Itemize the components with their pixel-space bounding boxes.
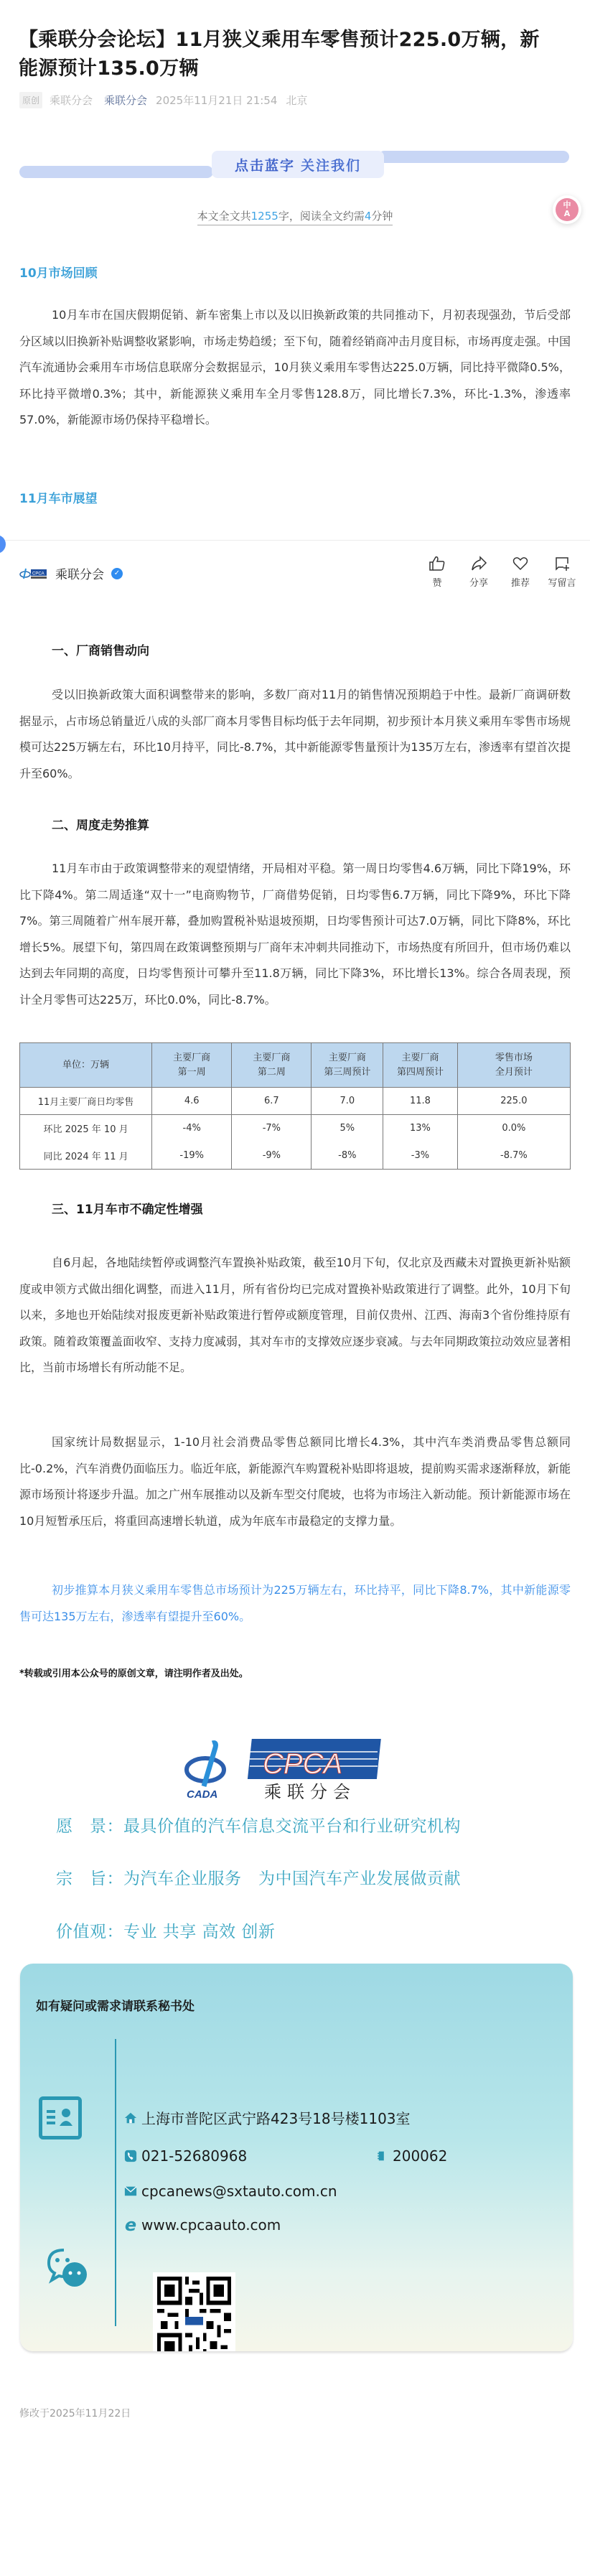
article-title: 【乘联分会论坛】11月狭义乘用车零售预计225.0万辆，新能源预计135.0万辆 [19, 29, 540, 80]
table-cell: 4.6 [152, 1088, 232, 1115]
read-prefix: 本文全文共 [197, 210, 251, 223]
contact-heading: 如有疑问或需求请联系秘书处 [36, 1999, 195, 2014]
table-header-cell: 主要厂商 第一周 [152, 1043, 232, 1088]
table-header-cell: 主要厂商 第三周预计 [312, 1043, 383, 1088]
contact-phone[interactable] [124, 2147, 247, 2165]
author-source: 乘联分会 [50, 93, 93, 107]
account-name[interactable]: 乘联分会 [55, 568, 104, 582]
cpca-logo-icon [184, 1737, 392, 1802]
qr-code [153, 2272, 235, 2351]
phone-icon [124, 2149, 137, 2163]
conclusion-paragraph: 初步推算本月狭义乘用车零售总市场预计为225万辆左右，环比持平，同比下降8.7%，其中新能源零售可达135万左右，渗透率有望提升至60%。 [19, 1583, 571, 1623]
mail-icon [124, 2184, 137, 2198]
table-header-cell: 零售市场 全月预计 [457, 1043, 570, 1088]
table-cell: -3% [383, 1142, 458, 1170]
section-heading-1: 一、厂商销售动向 [52, 644, 149, 658]
publish-location: 北京 [286, 93, 308, 107]
modified-date: 修改于2025年11月22日 [19, 2408, 131, 2419]
website-text: www.cpcaauto.com [141, 2216, 281, 2234]
contact-email[interactable] [124, 2183, 337, 2200]
table-cell: -4% [152, 1115, 232, 1142]
table-cell: 0.0% [457, 1115, 570, 1142]
verified-badge-icon: ✓ [111, 568, 123, 579]
section-3-paragraph-2: 国家统计局数据显示，1-10月社会消费品零售总额同比增长4.3%，其中汽车类消费品零售总额同比-0.2%，汽车消费仍面临压力。临近年底，新能源汽车购置税补贴即将退坡，提前购买需求逐渐释放，新能源市场预计将逐步升温。加之广州车展推动以及新车型交付爬坡，也将为市场注入新动能。预计新能源市场在10月短暂承压后，将重回高速增长轨道，成为年底车市最稳定的支撑力量。 [19, 1435, 571, 1528]
section-2-paragraph: 11月车市由于政策调整带来的观望情绪，开局相对平稳。第一周日均零售4.6万辆，同比下降19%，环比下降4%。第二周适逢“双十一”电商购物节，厂商借势促销，日均零售6.7万辆，同比下降9%，环比下降7%。第三周随着广州车展开幕，叠加购置税补贴退坡预期，日均零售预计可达7.0万辆，同比下降8%，环比增长5%。展望下旬，第四周在政策调整预期与厂商年末冲刺共同推动下，市场热度有所回升，但市场仍难以达到去年同期的高度，日均零售预计可攀升至11.8万辆，同比下降3%，环比增长13%。综合各周表现，预计全月零售可达225万，环比0.0%，同比-8.7%。 [19, 862, 571, 1007]
browser-icon: e [124, 2215, 137, 2235]
follow-text-1: 点击蓝字 [234, 157, 295, 174]
heart-icon [512, 555, 529, 572]
section-heading-oct-review: 10月市场回顾 [19, 266, 98, 281]
floating-action-bar [0, 540, 590, 609]
svg-text:CPCA: CPCA [32, 571, 45, 576]
table-cell: -9% [232, 1142, 312, 1170]
purpose-statement: 宗 旨：为汽车企业服务 为中国汽车产业发展做贡献 [56, 1870, 461, 1888]
table-row [20, 1088, 571, 1115]
table-row [20, 1142, 571, 1170]
section-1-paragraph: 受以旧换新政策大面积调整带来的影响，多数厂商对11月的销售情况预期趋于中性。最新厂商调研数据显示，占市场总销量近八成的头部厂商本月零售目标均低于去年同期，初步预计本月狭义乘用车零售市场规模可达225万辆左右，环比10月持平，同比-8.7%，其中新能源零售量预计为135万左右，渗透率有望首次提升至60%。 [19, 688, 571, 780]
table-cell: 11.8 [383, 1088, 458, 1115]
word-count: 1255 [250, 210, 278, 223]
contact-postcode [375, 2147, 447, 2165]
share-button[interactable] [458, 555, 500, 589]
divider-line [115, 2039, 116, 2326]
contact-card-icon [39, 2096, 82, 2139]
svg-text:CADA: CADA [187, 1788, 218, 1801]
email-text: cpcanews@sxtauto.com.cn [141, 2183, 337, 2200]
table-cell: -8.7% [457, 1142, 570, 1170]
table-header-cell: 主要厂商 第二周 [232, 1043, 312, 1088]
original-badge: 原创 [19, 92, 42, 108]
banner-bar-right [378, 151, 569, 163]
table-cell: 225.0 [457, 1088, 570, 1115]
action-group [416, 555, 583, 589]
weekly-sales-table [19, 1042, 571, 1170]
phone-text: 021-52680968 [141, 2147, 248, 2165]
vision-statement: 愿 景：最具价值的汽车信息交流平台和行业研究机构 [56, 1817, 461, 1836]
read-minutes: 4 [364, 210, 372, 223]
account-info[interactable] [19, 564, 123, 582]
publish-time: 2025年11月21日 21:54 [156, 93, 278, 107]
thumbs-up-icon [429, 555, 446, 572]
svg-text:乘联分会: 乘联分会 [264, 1782, 356, 1802]
share-icon [470, 555, 487, 572]
svg-text:CPCA: CPCA [263, 1748, 343, 1780]
translate-button[interactable] [553, 195, 581, 224]
table-cell: 11月主要厂商日均零售 [20, 1088, 152, 1115]
table-cell: 13% [383, 1115, 458, 1142]
table-header-cell: 主要厂商 第四周预计 [383, 1043, 458, 1088]
postcode-text: 200062 [393, 2147, 448, 2165]
recommend-label: 推荐 [510, 578, 530, 589]
table-cell: -19% [152, 1142, 232, 1170]
home-icon [124, 2111, 137, 2125]
table-cell: 环比 2025 年 10 月 [20, 1115, 152, 1142]
copyright-notice: *转载或引用本公众号的原创文章，请注明作者及出处。 [19, 1669, 248, 1679]
follow-banner[interactable] [19, 149, 569, 178]
translate-icon: 中 A [556, 198, 579, 221]
table-cell: -8% [312, 1142, 383, 1170]
follow-text-2: 关注我们 [301, 157, 362, 174]
table-cell: 5% [312, 1115, 383, 1142]
contact-address [124, 2107, 411, 2128]
address-text: 上海市普陀区武宁路423号18号楼1103室 [141, 2110, 411, 2127]
section-heading-nov-outlook: 11月车市展望 [19, 492, 98, 506]
table-cell: -7% [232, 1115, 312, 1142]
table-row [20, 1115, 571, 1142]
cpca-small-logo-icon [19, 567, 48, 580]
table-header-cell: 单位：万辆 [20, 1043, 152, 1088]
read-suffix: 分钟 [371, 210, 393, 223]
read-time-info [0, 208, 590, 225]
section-heading-3: 三、11月车市不确定性增强 [52, 1203, 203, 1217]
oct-review-paragraph: 10月车市在国庆假期促销、新车密集上市以及以旧换新政策的共同推动下，月初表现强劲，节后受部分区域以旧换新补贴调整收紧影响，市场走势趋缓；至下旬，随着经销商冲击月度目标，市场再度走强。中国汽车流通协会乘用车市场信息联席分会数据显示，10月狭义乘用车零售达225.0万辆，同比持平微降0.5%，环比持平微增0.3%；其中，新能源狭义乘用车全月零售128.8万，同比增长7.3%，环比-1.3%，渗透率57.0%，新能源市场仍保持平稳增长。 [19, 308, 571, 426]
like-button[interactable] [416, 555, 458, 589]
read-middle: 字，阅读全文约需 [278, 210, 365, 223]
share-label: 分享 [469, 578, 488, 589]
article-meta [19, 90, 307, 109]
account-link[interactable]: 乘联分会 [104, 93, 148, 107]
table-header-row [20, 1043, 571, 1088]
comment-label: 写留言 [548, 578, 576, 589]
table-cell: 6.7 [232, 1088, 312, 1115]
comment-icon [553, 555, 571, 572]
section-heading-2: 二、周度走势推算 [52, 818, 149, 833]
comment-button[interactable] [541, 555, 583, 589]
follow-chip[interactable] [212, 151, 384, 178]
contact-card [20, 1964, 573, 2351]
table-cell: 同比 2024 年 11 月 [20, 1142, 152, 1170]
values-statement: 价值观：专业 共享 高效 创新 [56, 1923, 276, 1941]
table-cell: 7.0 [312, 1088, 383, 1115]
recommend-button[interactable] [500, 555, 541, 589]
postcode-icon [375, 2149, 388, 2163]
banner-bar-left [19, 166, 213, 178]
like-label: 赞 [432, 578, 442, 589]
wechat-icon [46, 2247, 89, 2290]
section-3-paragraph-1: 自6月起，各地陆续暂停或调整汽车置换补贴政策，截至10月下旬，仅北京及西藏未对置换更新补贴额度或申领方式做出细化调整，而进入11月，所有省份均已完成对置换补贴政策进行了调整。此外，10月下旬以来，多地也开始陆续对报废更新补贴政策进行暂停或额度管理，目前仅贵州、江西、海南3个省份维持原有政策。随着政策覆盖面收窄、支持力度减弱，其对车市的支撑效应逐步衰减。与去年同期政策拉动效应显著相比，当前市场增长有所动能不足。 [19, 1256, 571, 1374]
contact-website[interactable] [124, 2216, 281, 2234]
